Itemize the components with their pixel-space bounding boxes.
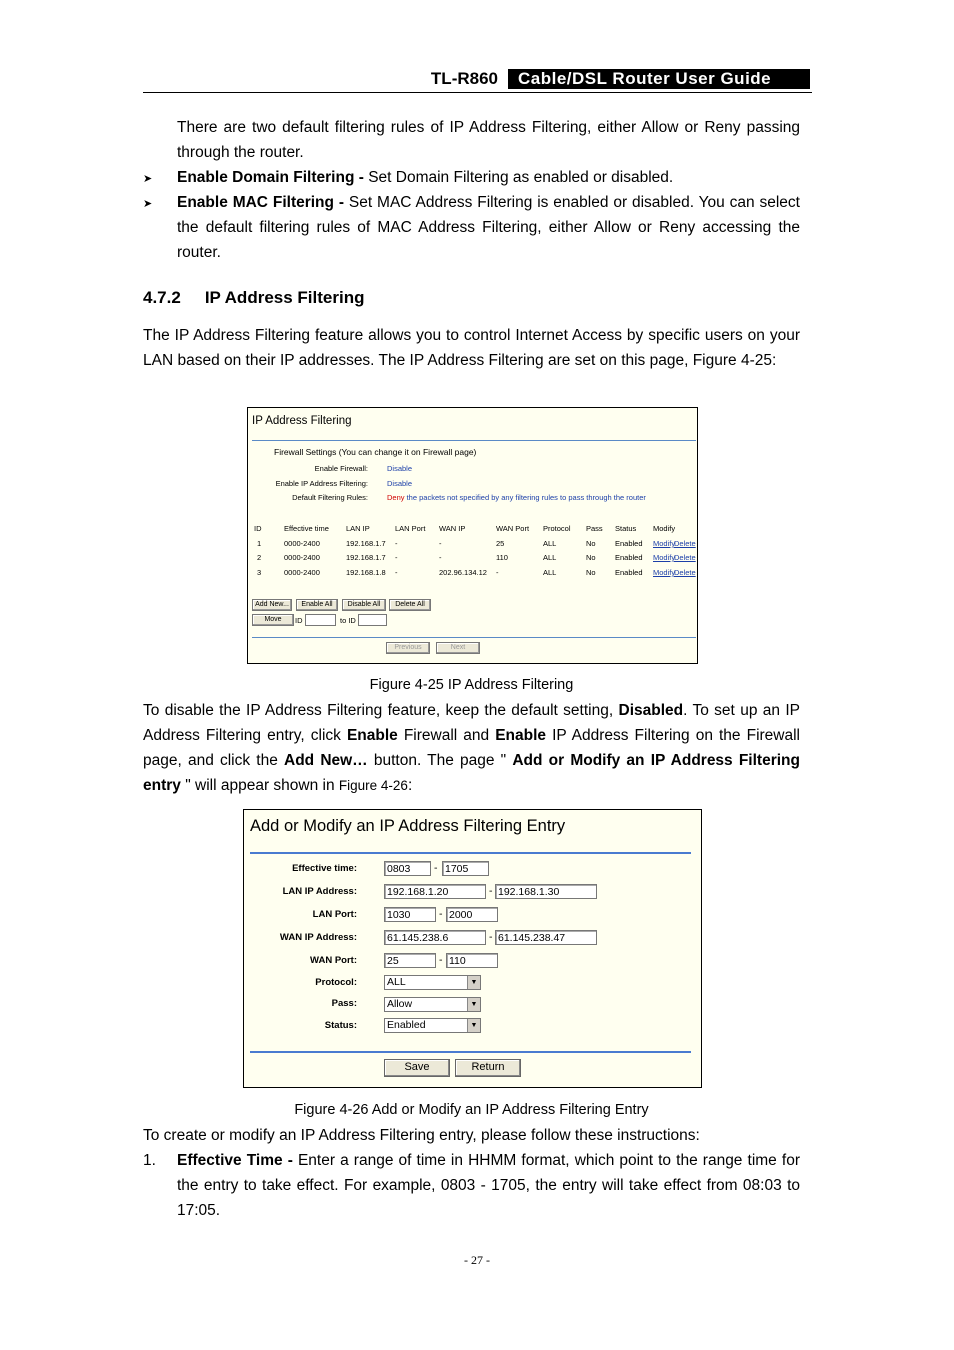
fig1-col-modify: Modify [653, 524, 676, 533]
fig1-col-lan-ip: LAN IP [346, 524, 370, 533]
fig1-col-status: Status [615, 524, 637, 533]
dash: - [489, 885, 493, 897]
instructions-lead: To create or modify an IP Address Filtering entry, please follow these instructions: [143, 1127, 700, 1144]
lan-port-from-input[interactable]: 1030 [384, 907, 436, 922]
figure1-caption: Figure 4-25 IP Address Filtering [369, 677, 574, 693]
mid-s1b: Disabled [618, 702, 684, 719]
chevron-down-icon[interactable]: ▼ [467, 976, 480, 989]
figure-add-modify-entry [243, 809, 702, 1088]
fig1-enable-firewall-label: Enable Firewall: [314, 464, 368, 473]
fig1-col-wan-ip: WAN IP [439, 524, 466, 533]
section-number: 4.7.2 [143, 288, 181, 307]
protocol-select[interactable] [384, 975, 481, 990]
table-cell: 0000-2400 [284, 539, 320, 548]
intro-paragraph: There are two default filtering rules of IP Address Filtering, either Allow or Reny passing through the router. [177, 119, 800, 161]
chevron-down-icon[interactable]: ▼ [467, 1019, 480, 1032]
table-cell: Enabled [615, 553, 643, 562]
lan-ip-to-input[interactable]: 192.168.1.30 [495, 884, 597, 899]
mid-s7: : [407, 777, 413, 794]
table-cell: 192.168.1.8 [346, 568, 386, 577]
previous-button[interactable]: Previous [386, 642, 430, 654]
dash: - [434, 862, 438, 874]
lan-ip-label: LAN IP Address: [282, 886, 357, 897]
fig1-deny-text: Deny [387, 493, 405, 502]
step-text: Enter a range of time in HHMM format, which point to the range time for the entry to take effect. For example, 0803 - 1705, the entry will take effect from 08:03 to 17:05. [177, 1152, 800, 1219]
protocol-select-value: ALL [387, 976, 406, 988]
fig2-divider-bottom [250, 1051, 691, 1053]
table-cell: 25 [496, 539, 505, 548]
bullet-mac-filtering [177, 190, 800, 265]
lan-port-label: LAN Port: [312, 909, 357, 920]
dash: - [489, 931, 493, 943]
fig1-enable-ip-value: Disable [387, 479, 413, 488]
section-title: IP Address Filtering [204, 288, 365, 307]
step-effective-time [177, 1148, 800, 1223]
mid-s4: IP Address Filtering on the Firewall page, and click the [143, 727, 800, 769]
fig1-col-wan-port: WAN Port [496, 524, 530, 533]
delete-link[interactable]: Delete [674, 568, 696, 577]
wan-ip-to-input[interactable]: 61.145.238.47 [495, 930, 597, 945]
lan-port-to-input[interactable]: 2000 [446, 907, 498, 922]
fig1-default-rules-label: Default Filtering Rules: [292, 493, 368, 502]
table-cell: 202.96.134.12 [439, 568, 487, 577]
mid-s2: . To set up an IP Address Filtering entry, click [143, 702, 801, 744]
table-cell: - [496, 568, 499, 577]
move-id-input[interactable] [305, 614, 336, 626]
save-button[interactable]: Save [384, 1059, 450, 1077]
fig1-col-pass: Pass [586, 524, 603, 533]
disable-all-button[interactable]: Disable All [342, 599, 386, 611]
dash: - [439, 954, 443, 966]
mid-s6: " will appear shown in [180, 777, 339, 794]
fig1-enable-ip-label: Enable IP Address Filtering: [275, 479, 368, 488]
fig1-title: IP Address Filtering [252, 415, 352, 427]
fig1-default-rules-value [387, 493, 646, 502]
page-header [143, 68, 812, 93]
dash: - [439, 908, 443, 920]
fig1-enable-firewall-value: Disable [387, 464, 413, 473]
fig1-id-label: ID [295, 616, 303, 625]
mid-s1: To disable the IP Address Filtering feature, keep the default setting, [143, 702, 619, 719]
page-number: - 27 - [464, 1253, 490, 1267]
mid-s5: button. The page " [367, 752, 513, 769]
table-cell: Enabled [615, 539, 643, 548]
effective-time-from-input[interactable]: 0803 [384, 861, 431, 876]
table-cell: ALL [543, 539, 557, 548]
table-cell: - [439, 553, 442, 562]
mid-s5b: Add or Modify an IP Address Filtering entry [143, 752, 800, 794]
table-cell: - [395, 539, 398, 548]
lan-ip-from-input[interactable]: 192.168.1.20 [384, 884, 486, 899]
status-label: Status: [324, 1020, 357, 1031]
fig1-col-lan-port: LAN Port [395, 524, 426, 533]
modify-link[interactable]: Modify [653, 568, 676, 577]
pass-select-value: Allow [387, 998, 413, 1010]
table-cell: 192.168.1.7 [346, 539, 386, 548]
move-button[interactable]: Move [252, 614, 294, 626]
status-select[interactable] [384, 1018, 481, 1033]
effective-time-label: Effective time: [292, 863, 357, 874]
fig1-col-id: ID [254, 524, 262, 533]
mid-paragraph [143, 698, 800, 798]
wan-port-label: WAN Port: [310, 955, 357, 966]
table-cell: No [586, 568, 596, 577]
fig1-settings-heading: Firewall Settings (You can change it on Firewall page) [274, 447, 477, 457]
mid-s4b: Add New… [284, 752, 368, 769]
mid-s3: Firewall and [397, 727, 496, 744]
bullet-arrow-icon: ➤ [143, 198, 153, 210]
delete-all-button[interactable]: Delete All [389, 599, 431, 611]
step-bold: Effective Time - [177, 1152, 293, 1169]
pass-select[interactable] [384, 997, 481, 1012]
delete-link[interactable]: Delete [674, 539, 696, 548]
wan-ip-label: WAN IP Address: [279, 932, 357, 943]
step-number: 1. [143, 1152, 156, 1169]
protocol-label: Protocol: [315, 977, 357, 988]
next-button[interactable]: Next [436, 642, 480, 654]
bullet-arrow-icon: ➤ [143, 173, 153, 185]
fig1-col-protocol: Protocol [543, 524, 571, 533]
table-cell: - [395, 553, 398, 562]
table-cell: No [586, 553, 596, 562]
status-select-value: Enabled [387, 1019, 426, 1031]
table-cell: 0000-2400 [284, 568, 320, 577]
return-button[interactable]: Return [455, 1059, 521, 1077]
fig2-divider [250, 852, 691, 854]
fig1-rules-text: the packets not specified by any filtering rules to pass through the router [404, 493, 646, 502]
table-cell: - [395, 568, 398, 577]
bullet-mac-text: Set MAC Address Filtering is enabled or disabled. You can select the default filtering rules of MAC Address Filtering, either Allow or Reny accessing the router. [177, 194, 800, 261]
table-row: 1 [257, 539, 262, 548]
header-title: Cable/DSL Router User Guide [508, 69, 810, 89]
enable-all-button[interactable]: Enable All [296, 599, 338, 611]
table-cell: No [586, 539, 596, 548]
figure2-caption: Figure 4-26 Add or Modify an IP Address Filtering Entry [294, 1102, 649, 1118]
chevron-down-icon[interactable]: ▼ [467, 998, 480, 1011]
table-row: 2 [257, 553, 262, 562]
pass-label: Pass: [331, 998, 357, 1009]
bullet-domain-text: Set Domain Filtering as enabled or disabled. [363, 169, 674, 186]
delete-link[interactable]: Delete [674, 553, 696, 562]
section-heading [143, 288, 364, 308]
table-cell: Enabled [615, 568, 643, 577]
fig1-col-effective-time: Effective time [284, 524, 329, 533]
wan-port-from-input[interactable]: 25 [384, 953, 436, 968]
add-new-button[interactable]: Add New... [252, 599, 292, 611]
table-cell: - [439, 539, 442, 548]
table-cell: 110 [496, 553, 508, 562]
wan-ip-from-input[interactable]: 61.145.238.6 [384, 930, 486, 945]
header-model: TL-R860 [430, 69, 498, 88]
bullet-domain-filtering [177, 165, 800, 190]
move-to-id-input[interactable] [358, 614, 387, 626]
table-cell: 192.168.1.7 [346, 553, 386, 562]
mid-s2b: Enable [346, 727, 398, 744]
fig1-divider [252, 440, 696, 441]
bullet-mac-bold: Enable MAC Filtering - [177, 194, 345, 211]
mid-s6s: Figure 4-26 [338, 778, 408, 793]
figure-ip-address-filtering [247, 407, 698, 664]
table-cell: ALL [543, 568, 557, 577]
table-cell: ALL [543, 553, 557, 562]
section-paragraph: The IP Address Filtering feature allows you to control Internet Access by specific users on your LAN based on their IP addresses. The IP Address Filtering are set on this page, Figure 4-25: [143, 327, 800, 369]
fig1-divider-bottom [252, 637, 696, 638]
modify-link[interactable]: Modify [653, 553, 676, 562]
fig1-to-id-label: to ID [340, 616, 356, 625]
modify-link[interactable]: Modify [653, 539, 676, 548]
wan-port-to-input[interactable]: 110 [446, 953, 498, 968]
table-cell: 0000-2400 [284, 553, 320, 562]
effective-time-to-input[interactable]: 1705 [442, 861, 489, 876]
fig2-title: Add or Modify an IP Address Filtering Entry [250, 817, 566, 835]
bullet-domain-bold: Enable Domain Filtering - [177, 169, 364, 186]
table-row: 3 [257, 568, 262, 577]
mid-s3b: Enable [495, 727, 547, 744]
